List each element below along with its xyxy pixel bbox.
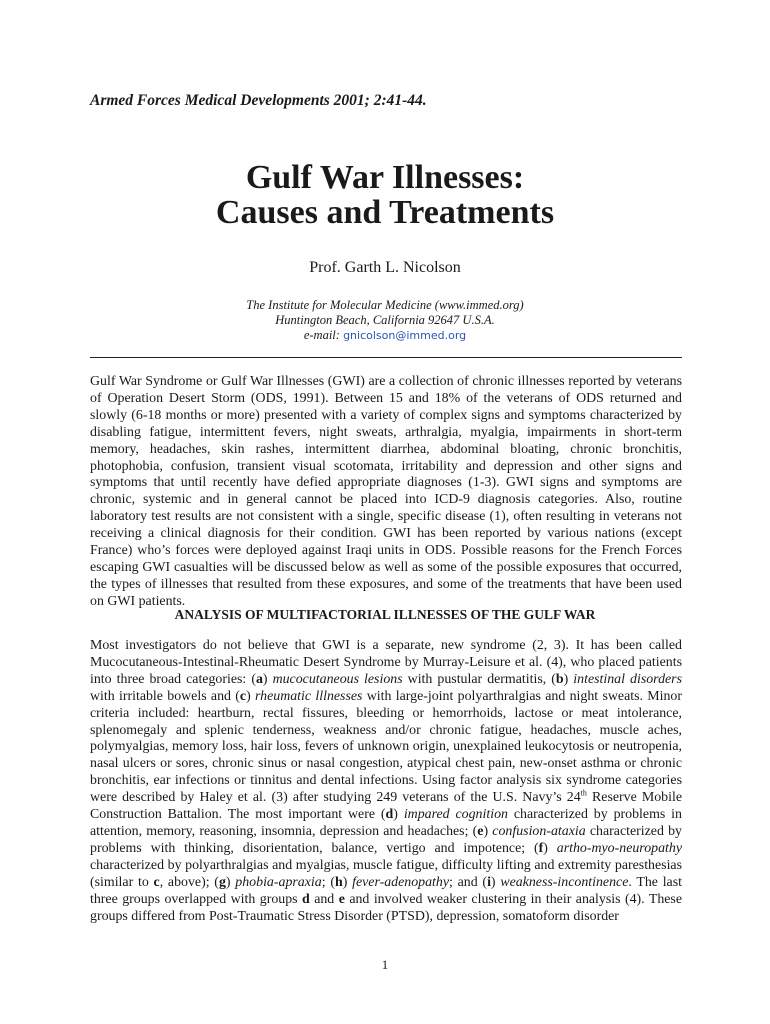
intro-paragraph: Gulf War Syndrome or Gulf War Illnesses (GWI) are a collection of chronic illnesses reported by veterans of Operation Desert Storm (ODS, 1991). Between 15 and 18% of the veterans of ODS returned and slowly (6-18 months or more) presented with a variety of complex signs and symptoms characterized by disabling fatigue, intermittent fevers, night sweats, arthralgia, myalgia, impairments in short-term memory, headaches, skin rashes, intermittent diarrhea, abdominal bloating, chronic bronchitis, photophobia, confusion, transient visual scotomata, irritability and depression and other signs and symptoms that until recently have defied appropriate diagnoses (1-3). GWI signs and symptoms are chronic, systemic and in general cannot be placed into ICD-9 diagnosis categories. Also, routine laboratory test results are not consistent with a single, specific disease (1), often resulting in veterans not receiving a clinical diagnosis for their condition. GWI has been reported by various nations (except France) who’s forces were deployed against Iraqi units in ODS. Possible reasons for the French Forces escaping GWI casualties will be discussed below as well as some of the possible exposures that occurred, the types of illnesses that resulted from these exposures, and some of the treatments that have been used on GWI patients. xyxy=(90,374,682,609)
horizontal-divider xyxy=(90,357,682,358)
analysis-paragraph: Most investigators do not believe that GWI is a separate, new syndrome (2, 3). It has been called Mucocutaneous-Intestinal-Rheumatic Desert Syndrome by Murray-Leisure et al. (4), who placed patients into three broad categories: (a) mucocutaneous lesions with pustular dermatitis, (b) intestinal disorders with irritable bowels and (c) rheumatic lllnesses with large-joint polyarthralgias and night sweats. Minor criteria included: heartburn, rectal fissures, bleeding or hemorrhoids, lactose or meat intolerance, splenomegaly and splenic tenderness, weakness and/or chronic fatigue, headaches, muscle aches, polymyalgias, memory loss, hair loss, fevers of unknown origin, unexplained leukocytosis or neutropenia, nasal ulcers or sores, chronic sinus or nasal congestion, atypical chest pain, new-onset asthma or chronic bronchitis, ear infections or tinnitus and dental infections. Using factor analysis six syndrome categories were described by Haley et al. (3) after studying 249 veterans of the U.S. Navy’s 24th Reserve Mobile Construction Battalion. The most important were (d) impared cognition characterized by problems in attention, memory, reasoning, insomnia, depression and headaches; (e) confusion-ataxia characterized by problems with thinking, disorientation, balance, vertigo and impotence; (f) artho-myo-neuropathy characterized by polyarthralgias and myalgias, muscle fatigue, difficulty lifting and extremity paresthesias (similar to c, above); (g) phobia-apraxia; (h) fever-adenopathy; and (i) weakness-incontinence. The last three groups overlapped with groups d and e and involved weaker clustering in their analysis (4). These groups differed from Post-Traumatic Stress Disorder (PTSD), depression, somatoform disorder xyxy=(90,638,683,924)
author-name: Prof. Garth L. Nicolson xyxy=(309,259,461,276)
title-line-2: Causes and Treatments xyxy=(215,194,555,231)
section-heading: ANALYSIS OF MULTIFACTORIAL ILLNESSES OF THE GULF WAR xyxy=(174,607,596,622)
title-line-1: Gulf War Illnesses: xyxy=(245,159,525,196)
page-number: 1 xyxy=(381,957,389,972)
affiliation-address: Huntington Beach, California 92647 U.S.A. xyxy=(275,313,495,327)
journal-citation: Armed Forces Medical Developments 2001; 2:41-44. xyxy=(90,92,427,109)
email-link[interactable]: gnicolson@immed.org xyxy=(343,329,467,342)
affiliation-email-line xyxy=(0,328,770,343)
email-label: e-mail: xyxy=(303,328,340,342)
affiliation-institute: The Institute for Molecular Medicine (www.immed.org) xyxy=(246,298,524,312)
